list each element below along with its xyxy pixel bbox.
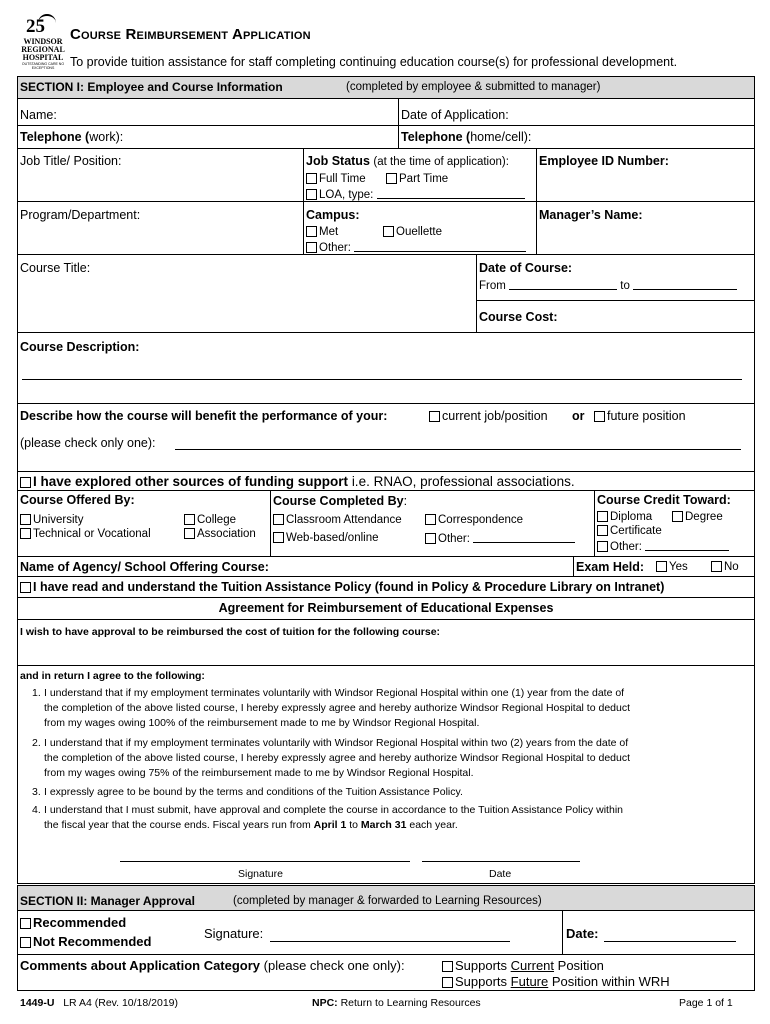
course-title-field[interactable] — [20, 276, 474, 328]
supports-future-option[interactable]: Supports Future Position within WRH — [442, 975, 670, 989]
explored-funding-checkbox[interactable] — [20, 477, 31, 488]
course-description-label: Course Description: — [20, 340, 140, 354]
clause-1-number: 1. — [32, 687, 41, 699]
page-subtitle: To provide tuition assistance for staff completing continuing education course(s) for professional development. — [70, 55, 678, 69]
correspondence-option[interactable]: Correspondence — [425, 513, 523, 527]
job-title-label: Job Title/ Position: — [20, 154, 122, 168]
completed-other-checkbox[interactable] — [425, 533, 436, 544]
program-department-label: Program/Department: — [20, 208, 141, 222]
certificate-checkbox[interactable] — [597, 525, 608, 536]
section1-title: SECTION I: Employee and Course Information — [20, 80, 283, 94]
met-checkbox[interactable] — [306, 226, 317, 237]
logo-number: 25 — [26, 16, 45, 37]
campus-other-checkbox[interactable] — [306, 242, 317, 253]
or-label: or — [572, 409, 585, 423]
managers-name-label: Manager’s Name: — [539, 208, 643, 222]
association-option[interactable]: Association — [184, 527, 256, 541]
classroom-checkbox[interactable] — [273, 514, 284, 525]
sun-rays-icon — [38, 14, 56, 24]
recommended-option[interactable]: Recommended — [20, 916, 126, 930]
comments-label: Comments about Application Category (please check one only): — [20, 958, 405, 973]
clause-3-line-1: I expressly agree to be bound by the terms and conditions of the Tuition Assistance Policy. — [44, 786, 463, 798]
clause-1-line-1: I understand that if my employment terminates voluntarily with Windsor Regional Hospital within one (1) year from the date of — [44, 687, 625, 699]
logo-line-3: HOSPITAL — [22, 53, 64, 62]
employee-signature-line[interactable] — [120, 861, 410, 862]
not-recommended-option[interactable]: Not Recommended — [20, 935, 151, 949]
supports-current-checkbox[interactable] — [442, 961, 453, 972]
campus-other-option[interactable]: Other: — [306, 240, 526, 255]
clause-2-line-1: I understand that if my employment terminates voluntarily with Windsor Regional Hospital within two (2) years from the date of — [44, 737, 629, 749]
exam-held-label: Exam Held: — [576, 560, 645, 574]
explored-funding-option[interactable]: I have explored other sources of funding support i.e. RNAO, professional associations. — [20, 475, 575, 489]
exam-yes-checkbox[interactable] — [656, 561, 667, 572]
read-policy-checkbox[interactable] — [20, 582, 31, 593]
employee-date-line[interactable] — [422, 861, 580, 862]
web-based-checkbox[interactable] — [273, 532, 284, 543]
clause-2-line-3: from my wages owing 75% of the reimbursement made to me by Windsor Regional Hospital. — [44, 767, 474, 779]
section1-note: (completed by employee & submitted to manager) — [346, 81, 601, 93]
campus-other-field[interactable] — [354, 240, 526, 252]
telephone-work-field[interactable] — [140, 127, 396, 145]
footer-npc: NPC: Return to Learning Resources — [312, 997, 481, 1009]
employee-id-label: Employee ID Number: — [539, 154, 669, 168]
technical-option[interactable]: Technical or Vocational — [20, 527, 151, 541]
university-checkbox[interactable] — [20, 514, 31, 525]
course-description-line[interactable] — [22, 379, 742, 380]
clause-2-number: 2. — [32, 737, 41, 749]
college-checkbox[interactable] — [184, 514, 195, 525]
current-job-checkbox[interactable] — [429, 411, 440, 422]
clause-1-line-2: the completion of the above listed course, I hereby expressly agree and hereby authorize Windsor Regional Hospital to deduct — [44, 702, 631, 714]
clause-4-line-1: I understand that I must submit, have approval and complete the course in accordance to the Tuition Assistance Policy within — [44, 804, 623, 816]
course-cost-label: Course Cost: — [479, 310, 558, 324]
future-position-checkbox[interactable] — [594, 411, 605, 422]
telephone-work-label: Telephone (work): — [20, 130, 124, 144]
course-title-label: Course Title: — [20, 261, 91, 275]
loa-type-field[interactable] — [377, 187, 525, 199]
certificate-option[interactable]: Certificate — [597, 524, 662, 538]
degree-option[interactable]: Degree — [672, 510, 723, 524]
manager-date-line[interactable] — [604, 941, 736, 942]
date-of-application-label: Date of Application: — [401, 108, 509, 122]
loa-option[interactable]: LOA, type: — [306, 187, 525, 202]
section2-note: (completed by manager & forwarded to Learning Resources) — [233, 895, 542, 907]
web-based-option[interactable]: Web-based/online — [273, 531, 379, 545]
employee-signature-label: Signature — [238, 868, 283, 880]
exam-no-checkbox[interactable] — [711, 561, 722, 572]
part-time-checkbox[interactable] — [386, 173, 397, 184]
logo-tagline: OUTSTANDING CARE NO EXCEPTIONS — [21, 62, 65, 70]
exam-no-option[interactable]: No — [711, 560, 739, 574]
clause-4-number: 4. — [32, 804, 41, 816]
section2-title: SECTION II: Manager Approval — [20, 894, 195, 908]
agency-name-label: Name of Agency/ School Offering Course: — [20, 560, 269, 574]
manager-signature-line[interactable] — [270, 941, 510, 942]
met-option[interactable]: Met — [306, 225, 338, 239]
clause-4-line-2: the fiscal year that the course ends. Fiscal years run from April 1 to March 31 each year. — [44, 819, 458, 831]
name-label: Name: — [20, 108, 57, 122]
credit-other-checkbox[interactable] — [597, 541, 608, 552]
loa-checkbox[interactable] — [306, 189, 317, 200]
current-job-option[interactable]: current job/position — [429, 409, 548, 423]
diploma-checkbox[interactable] — [597, 511, 608, 522]
course-completed-by-label: Course Completed By: — [273, 494, 408, 508]
logo-line-2: REGIONAL — [21, 45, 65, 54]
exam-yes-option[interactable]: Yes — [656, 560, 688, 574]
future-position-option[interactable]: future position — [594, 409, 686, 423]
date-of-course-label: Date of Course: — [479, 261, 573, 275]
recommended-checkbox[interactable] — [20, 918, 31, 929]
date-of-application-field[interactable] — [530, 105, 752, 123]
ouellette-checkbox[interactable] — [383, 226, 394, 237]
footer-form-id: 1449-U LR A4 (Rev. 10/18/2019) — [20, 997, 179, 1009]
supports-current-option[interactable]: Supports Current Position — [442, 959, 604, 973]
in-return-text: and in return I agree to the following: — [20, 670, 205, 682]
employee-date-label: Date — [489, 868, 512, 880]
technical-checkbox[interactable] — [20, 528, 31, 539]
college-option[interactable]: College — [184, 513, 236, 527]
manager-date-label: Date: — [566, 926, 599, 941]
credit-other-option[interactable]: Other: — [597, 539, 729, 554]
check-one-label: (please check only one): — [20, 436, 156, 450]
credit-other-field[interactable] — [645, 539, 729, 551]
clause-2-line-2: the completion of the above listed course, I hereby expressly agree and hereby authorize Windsor Regional Hospital to deduct — [44, 752, 631, 764]
campus-label: Campus: — [306, 208, 360, 222]
course-offered-by-label: Course Offered By: — [20, 493, 135, 507]
clause-3-number: 3. — [32, 786, 41, 798]
telephone-home-label: Telephone (home/cell): — [401, 130, 532, 144]
clause-1-line-3: from my wages owing 100% of the reimbursement made to me by Windsor Regional Hospital. — [44, 717, 480, 729]
logo-line-1: WINDSOR — [23, 37, 63, 46]
diploma-option[interactable]: Diploma — [597, 510, 652, 524]
from-label: From to — [479, 278, 737, 293]
supports-future-checkbox[interactable] — [442, 977, 453, 988]
telephone-home-field[interactable] — [550, 127, 752, 145]
full-time-option[interactable]: Full Time — [306, 172, 366, 186]
ouellette-option[interactable]: Ouellette — [383, 225, 442, 239]
association-checkbox[interactable] — [184, 528, 195, 539]
part-time-option[interactable]: Part Time — [386, 172, 448, 186]
agreement-title: Agreement for Reimbursement of Educational Expenses — [218, 601, 554, 615]
to-date-field[interactable] — [633, 278, 737, 290]
credit-toward-label: Course Credit Toward: — [597, 493, 731, 507]
wish-course-field[interactable] — [20, 640, 750, 662]
read-policy-option[interactable]: I have read and understand the Tuition Assistance Policy (found in Policy & Procedure Library on Intranet) — [20, 580, 664, 594]
benefit-description-line[interactable] — [175, 449, 741, 450]
name-field[interactable] — [60, 105, 396, 123]
university-option[interactable]: University — [20, 513, 83, 527]
not-recommended-checkbox[interactable] — [20, 937, 31, 948]
completed-other-option[interactable]: Other: — [425, 531, 575, 546]
degree-checkbox[interactable] — [672, 511, 683, 522]
describe-benefit-label: Describe how the course will benefit the performance of your: — [20, 409, 388, 423]
footer-page-number: Page 1 of 1 — [679, 997, 733, 1009]
correspondence-checkbox[interactable] — [425, 514, 436, 525]
job-status-label: Job Status (at the time of application): — [306, 154, 509, 168]
completed-other-field[interactable] — [473, 531, 575, 543]
page-title: Course Reimbursement Application — [70, 26, 311, 43]
manager-signature-label: Signature: — [204, 926, 264, 941]
full-time-checkbox[interactable] — [306, 173, 317, 184]
agency-name-field[interactable] — [300, 558, 570, 574]
classroom-option[interactable]: Classroom Attendance — [273, 513, 402, 527]
wish-text: I wish to have approval to be reimbursed the cost of tuition for the following course: — [20, 626, 441, 638]
from-date-field[interactable] — [509, 278, 617, 290]
